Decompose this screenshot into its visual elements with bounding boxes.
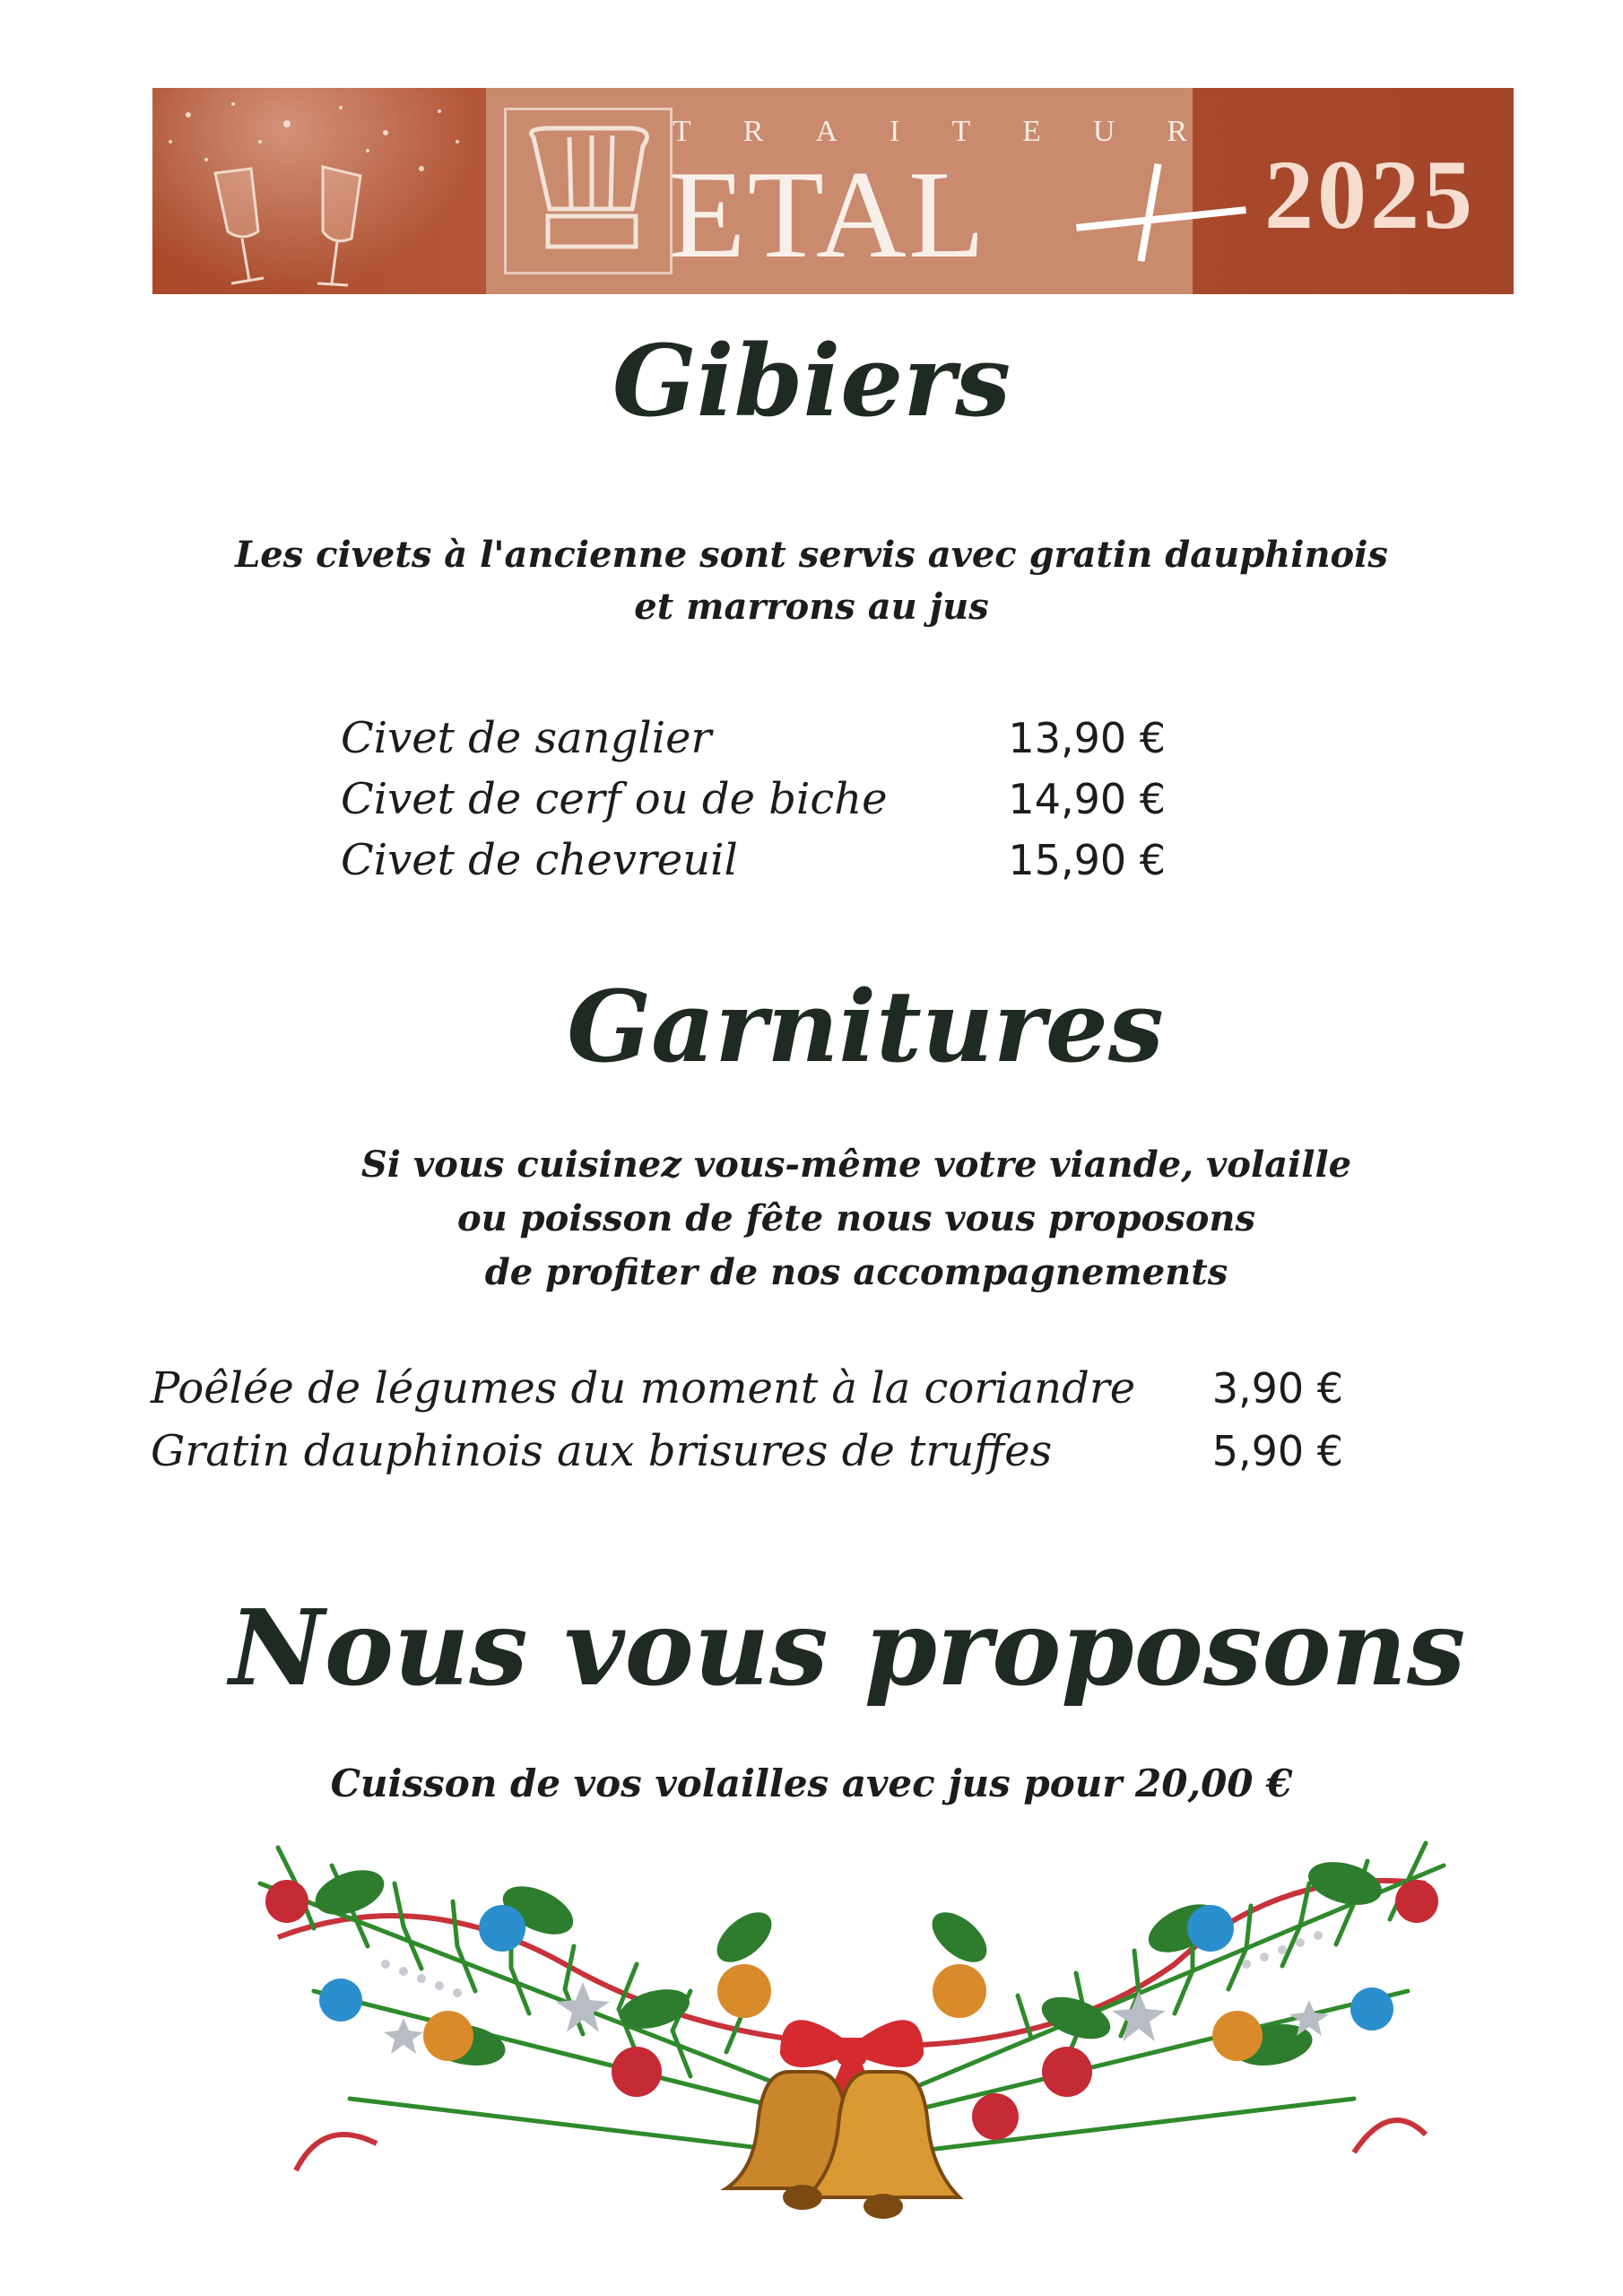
section-title-proposons: Nous vous proposons xyxy=(229,1587,1466,1709)
menu-item-price: 5,90 € xyxy=(1211,1427,1343,1475)
garnitures-intro-line2: ou poisson de fête nous vous proposons xyxy=(456,1197,1256,1239)
gibiers-intro-line2: et marrons au jus xyxy=(634,586,989,628)
menu-item-name: Gratin dauphinois aux brisures de truffes xyxy=(151,1426,1053,1476)
brand-subtitle: TRAITEUR xyxy=(673,115,1240,148)
menu-item xyxy=(341,831,1166,890)
menu-item-price: 13,90 € xyxy=(1008,714,1166,762)
header-banner xyxy=(152,88,1514,294)
golden-bells xyxy=(726,2072,959,2219)
proposons-text: Cuisson de vos volailles avec jus pour 20,00 € xyxy=(330,1761,1293,1805)
menu-item xyxy=(151,1422,1343,1481)
menu-item-price: 3,90 € xyxy=(1211,1364,1343,1413)
menu-item-price: 14,90 € xyxy=(1008,775,1166,823)
christmas-garland-bells xyxy=(242,1830,1462,2260)
sparkle-background xyxy=(152,88,484,294)
champagne-glasses-icon xyxy=(152,88,484,294)
garnitures-intro-line1: Si vous cuisinez vous-même votre viande, volaille xyxy=(360,1144,1352,1186)
menu-item-name: Civet de chevreuil xyxy=(341,835,738,885)
section-title-garnitures: Garnitures xyxy=(567,969,1164,1084)
menu-item xyxy=(151,1359,1343,1418)
chef-hat-logo xyxy=(504,108,673,274)
menu-item xyxy=(341,709,1166,768)
section-title-gibiers: Gibiers xyxy=(612,323,1011,439)
gibiers-intro-line1: Les civets à l'ancienne sont servis avec gratin dauphinois xyxy=(235,534,1388,576)
menu-item-price: 15,90 € xyxy=(1008,836,1166,884)
year-label: 2025 xyxy=(1264,140,1476,249)
brand-name: ETAL xyxy=(669,145,987,284)
menu-item-name: Poêlée de légumes du moment à la coriandre xyxy=(151,1363,1136,1413)
menu-item-name: Civet de sanglier xyxy=(341,713,712,763)
menu-item-name: Civet de cerf ou de biche xyxy=(341,774,888,824)
garnitures-intro-line3: de profiter de nos accompagnements xyxy=(484,1251,1228,1293)
menu-item xyxy=(341,770,1166,829)
